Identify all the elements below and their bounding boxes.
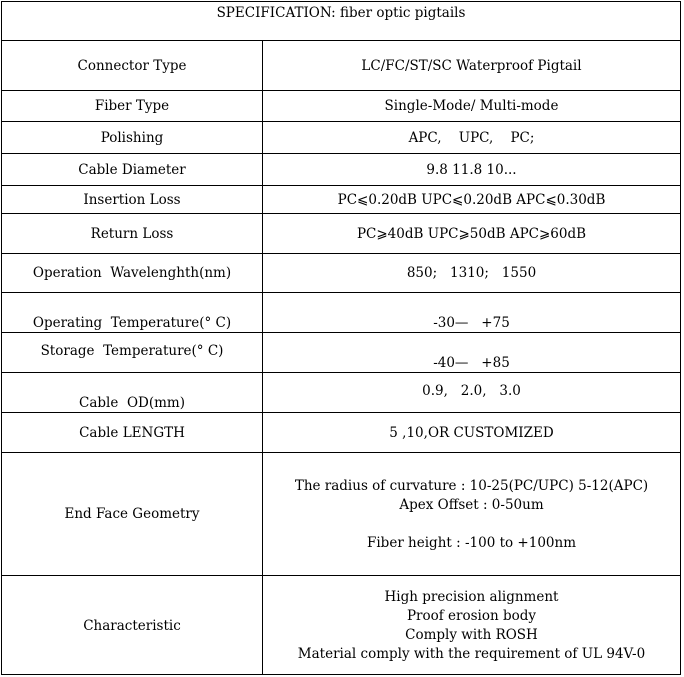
row-label: Connector Type [2,41,263,90]
table-row-characteristic [2,576,680,675]
spec-table [1,1,681,675]
row-value: -30— +75 [433,315,510,331]
row-label: Operation Wavelenghth(nm) [2,254,263,292]
row-value: -40— +85 [433,355,510,371]
row-label: Cable OD(mm) [2,373,263,412]
table-row [2,122,680,154]
row-label: Return Loss [2,214,263,253]
title-row [2,2,680,41]
row-value: PC⩽0.20dB UPC⩽0.20dB APC⩽0.30dB [337,191,606,208]
row-label: Insertion Loss [2,186,263,213]
table-row [2,186,680,214]
row-value: APC, UPC, PC; [408,129,535,146]
row-label: Fiber Type [2,91,263,121]
row-label: Polishing [2,122,263,153]
table-row [2,41,680,91]
row-value: LC/FC/ST/SC Waterproof Pigtail [361,57,582,74]
row-value: 0.9, 2.0, 3.0 [422,382,521,399]
table-row [2,293,680,333]
table-row [2,413,680,453]
row-label: Characteristic [2,576,263,675]
table-row [2,333,680,373]
row-value: 9.8 11.8 10... [426,161,517,178]
characteristic-line: High precision alignment [384,588,559,605]
row-label: Cable LENGTH [2,413,263,452]
end-face-line: Fiber height : -100 to +100nm [367,535,576,551]
table-row [2,91,680,122]
row-label: Cable Diameter [2,154,263,185]
table-row [2,254,680,293]
row-value-multiline [263,576,680,675]
row-value: Single-Mode/ Multi-mode [384,98,559,114]
row-value-multiline [263,453,680,575]
row-label: End Face Geometry [2,453,263,575]
table-row [2,373,680,413]
row-value: PC⩾40dB UPC⩾50dB APC⩾60dB [356,225,587,242]
characteristic-line: Material comply with the requirement of UL 94V-0 [297,645,646,662]
characteristic-line: Comply with ROSH [405,626,538,643]
characteristic-line: Proof erosion body [406,607,537,624]
table-title: SPECIFICATION: fiber optic pigtails [216,5,466,21]
table-row [2,154,680,186]
row-value: 850; 1310; 1550 [406,265,537,281]
table-row [2,214,680,254]
table-row-end-face [2,453,680,576]
row-label: Storage Temperature(° C) [2,333,263,372]
row-label: Operating Temperature(° C) [2,293,263,332]
end-face-line: The radius of curvature : 10-25(PC/UPC) 5-12(APC) [294,478,649,494]
end-face-line: Apex Offset : 0-50um [399,497,544,513]
row-value: 5 ,10,OR CUSTOMIZED [389,424,554,441]
